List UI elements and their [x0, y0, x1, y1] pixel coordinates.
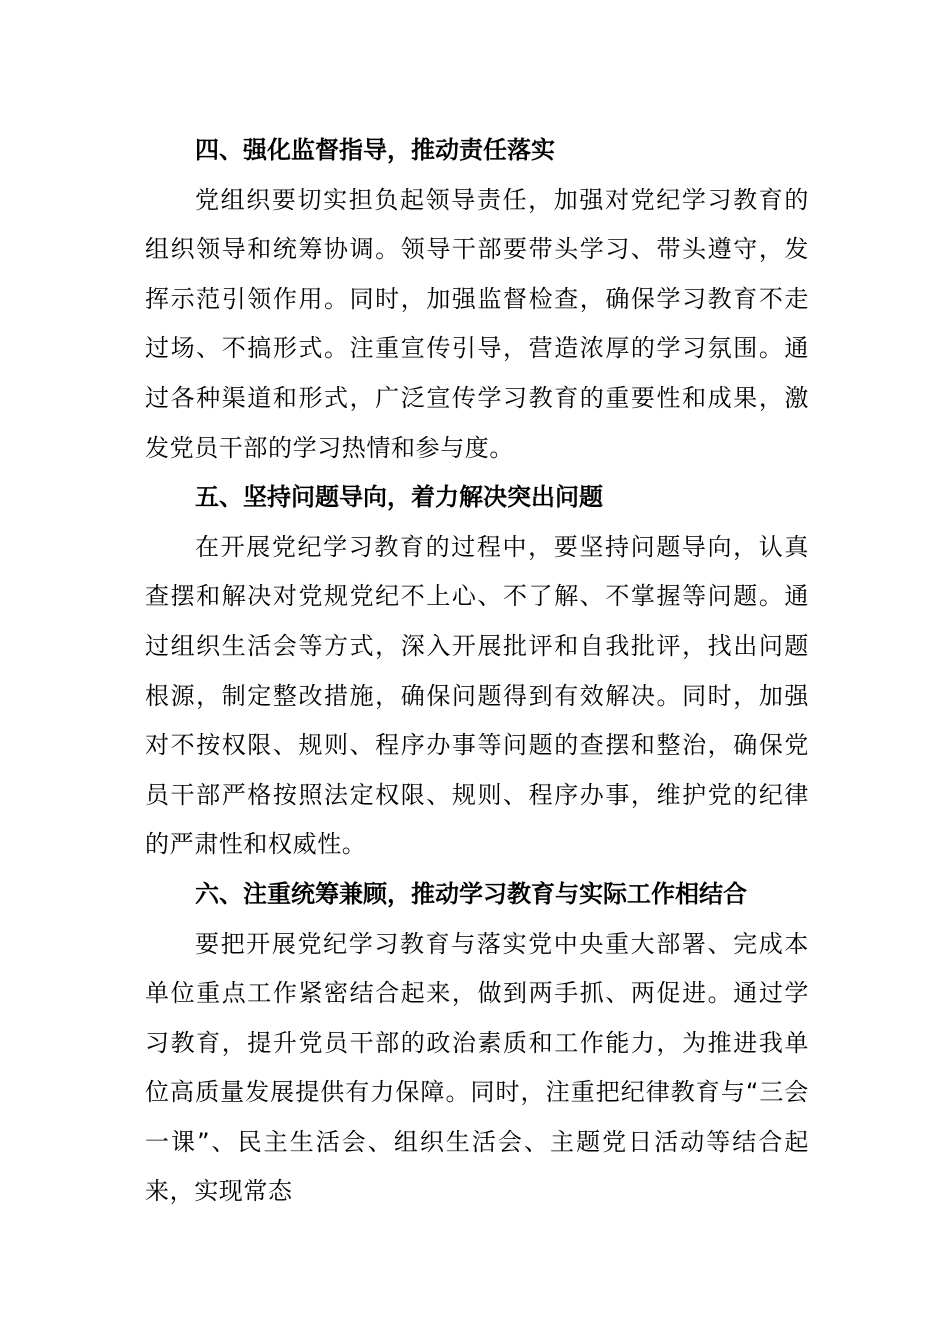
- section-4-paragraph: 党组织要切实担负起领导责任，加强对党纪学习教育的组织领导和统筹协调。领导干部要带头学习、带头遵守，发挥示范引领作用。同时，加强监督检查，确保学习教育不走过场、不搞形式。注重宣传引导，营造浓厚的学习氛围。通过各种渠道和形式，广泛宣传学习教育的重要性和成果，激发党员干部的学习热情和参与度。: [145, 185, 809, 462]
- document-body: [145, 126, 809, 1217]
- section-4-heading: 四、强化监督指导，推动责任落实: [195, 136, 555, 164]
- section-5-paragraph: 在开展党纪学习教育的过程中，要坚持问题导向，认真查摆和解决对党规党纪不上心、不了解、不掌握等问题。通过组织生活会等方式，深入开展批评和自我批评，找出问题根源，制定整改措施，确保问题得到有效解决。同时，加强对不按权限、规则、程序办事等问题的查摆和整治，确保党员干部严格按照法定权限、规则、程序办事，维护党的纪律的严肃性和权威性。: [145, 532, 809, 859]
- section-5-heading: 五、坚持问题导向，着力解决突出问题: [195, 483, 603, 512]
- section-6-paragraph: 要把开展党纪学习教育与落实党中央重大部署、完成本单位重点工作紧密结合起来，做到两手抓、两促进。通过学习教育，提升党员干部的政治素质和工作能力，为推进我单位高质量发展提供有力保障。同时，注重把纪律教育与“三会一课”、民主生活会、组织生活会、主题党日活动等结合起来，实现常态: [145, 929, 809, 1206]
- section-6-heading: 六、注重统筹兼顾，推动学习教育与实际工作相结合: [195, 879, 747, 908]
